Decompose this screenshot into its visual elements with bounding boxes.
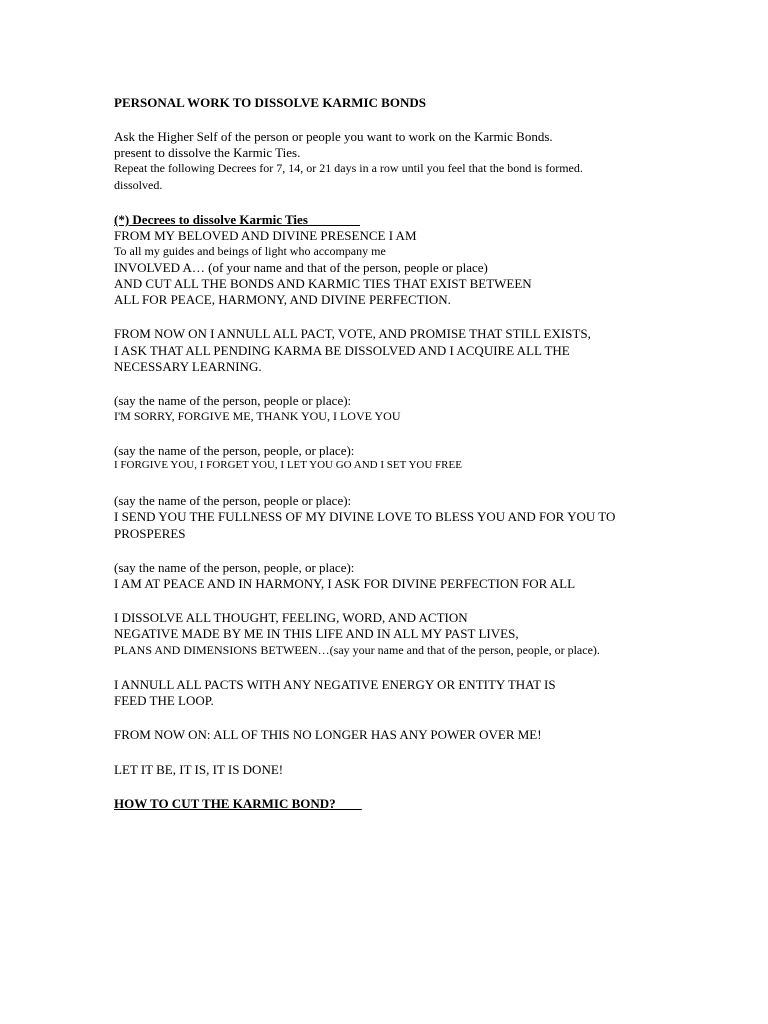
decree-line: To all my guides and beings of light who accompany me [114,244,386,258]
intro-line: present to dissolve the Karmic Ties. [114,145,301,160]
decree-line: AND CUT ALL THE BONDS AND KARMIC TIES THAT EXIST BETWEEN [114,276,532,291]
decree-line: ALL FOR PEACE, HARMONY, AND DIVINE PERFECTION. [114,292,451,307]
decree-line: I'M SORRY, FORGIVE ME, THANK YOU, I LOVE YOU [114,409,401,423]
decree-line: FROM MY BELOVED AND DIVINE PRESENCE I AM [114,228,417,243]
decree-line: I FORGIVE YOU, I FORGET YOU, I LET YOU GO AND I SET YOU FREE [114,459,462,471]
instruction-line: (say the name of the person, people, or place): [114,443,355,458]
decree-line: NECESSARY LEARNING. [114,359,262,374]
decree-line: PLANS AND DIMENSIONS BETWEEN…(say your name and that of the person, people, or place). [114,643,600,657]
decree-line: FEED THE LOOP. [114,693,214,708]
intro-line: dissolved. [114,178,163,192]
decree-line: I SEND YOU THE FULLNESS OF MY DIVINE LOVE TO BLESS YOU AND FOR YOU TO [114,509,616,524]
decree-line: I DISSOLVE ALL THOUGHT, FEELING, WORD, AND ACTION [114,610,468,625]
decree-line: PROSPERES [114,526,186,541]
decree-line: I ANNULL ALL PACTS WITH ANY NEGATIVE ENERGY OR ENTITY THAT IS [114,677,556,692]
decrees-heading: (*) Decrees to dissolve Karmic Ties________ [114,212,360,227]
document-title: PERSONAL WORK TO DISSOLVE KARMIC BONDS [114,95,426,110]
instruction-line: (say the name of the person, people or place): [114,393,352,408]
decree-line: INVOLVED A… (of your name and that of the person, people or place) [114,260,488,275]
decree-line: I AM AT PEACE AND IN HARMONY, I ASK FOR DIVINE PERFECTION FOR ALL [114,576,576,591]
decree-line: FROM NOW ON I ANNULL ALL PACT, VOTE, AND PROMISE THAT STILL EXISTS, [114,326,591,341]
instruction-line: (say the name of the person, people, or place): [114,560,355,575]
final-heading: HOW TO CUT THE KARMIC BOND?____ [114,796,362,811]
decree-line: NEGATIVE MADE BY ME IN THIS LIFE AND IN ALL MY PAST LIVES, [114,626,519,641]
decree-line: FROM NOW ON: ALL OF THIS NO LONGER HAS ANY POWER OVER ME! [114,727,542,742]
decree-line: I ASK THAT ALL PENDING KARMA BE DISSOLVED AND I ACQUIRE ALL THE [114,343,570,358]
intro-line: Ask the Higher Self of the person or people you want to work on the Karmic Bonds. [114,129,553,144]
instruction-line: (say the name of the person, people or place): [114,493,352,508]
decree-line: LET IT BE, IT IS, IT IS DONE! [114,762,284,777]
intro-line: Repeat the following Decrees for 7, 14, or 21 days in a row until you feel that the bond is formed. [114,161,583,175]
